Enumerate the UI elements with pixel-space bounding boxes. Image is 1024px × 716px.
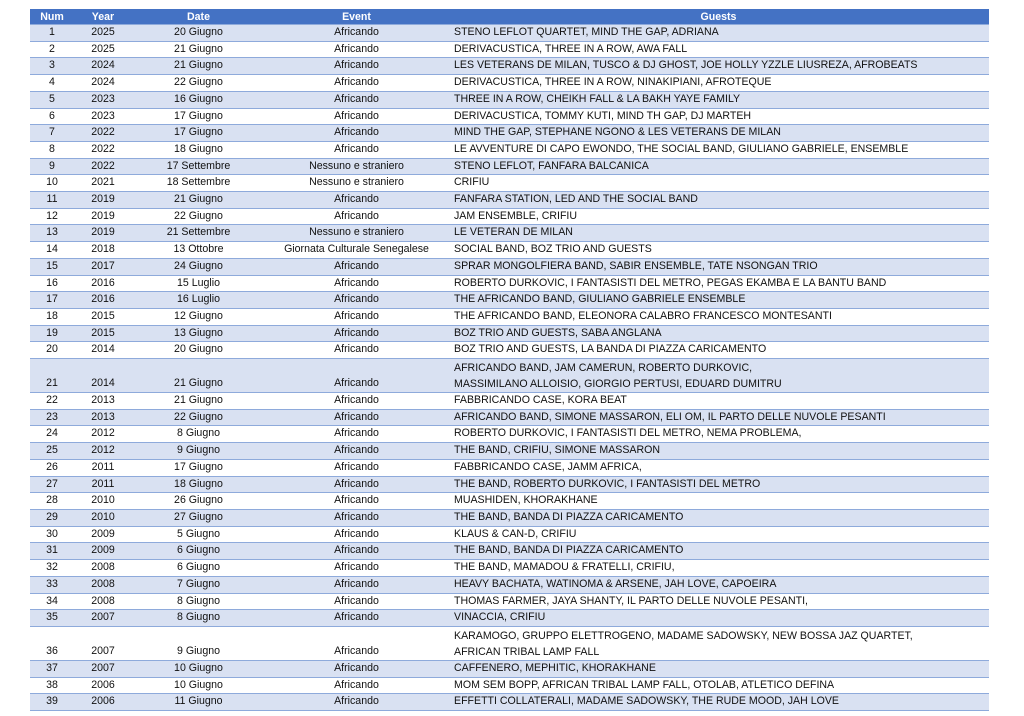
table-row (30, 610, 989, 627)
guests-line: DERIVACUSTICA, THREE IN A ROW, NINAKIPIANI, AFROTEQUE (454, 76, 772, 89)
cell-num: 37 (30, 660, 74, 677)
guests-line: KLAUS & CAN-D, CRIFIU (454, 527, 577, 540)
cell-num: 6 (30, 108, 74, 125)
cell-event: Africando (265, 308, 448, 325)
cell-guests (448, 626, 989, 660)
cell-date: 26 Giugno (132, 493, 265, 510)
cell-guests (448, 560, 989, 577)
cell-date: 8 Giugno (132, 593, 265, 610)
cell-date: 22 Giugno (132, 208, 265, 225)
cell-num: 3 (30, 58, 74, 75)
table-row (30, 443, 989, 460)
table-row (30, 192, 989, 209)
cell-event: Africando (265, 342, 448, 359)
cell-guests (448, 225, 989, 242)
guests-line: BOZ TRIO AND GUESTS, LA BANDA DI PIAZZA CARICAMENTO (454, 343, 767, 356)
cell-guests (448, 409, 989, 426)
guests-line: EFFETTI COLLATERALI, MADAME SADOWSKY, THE RUDE MOOD, JAH LOVE (454, 695, 839, 708)
cell-num: 28 (30, 493, 74, 510)
cell-date: 18 Giugno (132, 476, 265, 493)
table-row (30, 108, 989, 125)
cell-guests (448, 359, 989, 393)
cell-num: 7 (30, 125, 74, 142)
guests-line: DERIVACUSTICA, TOMMY KUTI, MIND TH GAP, DJ MARTEH (454, 109, 752, 122)
cell-date: 21 Giugno (132, 58, 265, 75)
cell-year: 2015 (74, 308, 132, 325)
cell-year: 2016 (74, 275, 132, 292)
cell-year: 2021 (74, 175, 132, 192)
cell-num: 21 (30, 359, 74, 393)
cell-guests (448, 476, 989, 493)
cell-event: Africando (265, 208, 448, 225)
guests-line: VINACCIA, CRIFIU (454, 611, 546, 624)
cell-guests (448, 41, 989, 58)
cell-guests (448, 91, 989, 108)
cell-date: 24 Giugno (132, 258, 265, 275)
cell-event: Africando (265, 593, 448, 610)
cell-guests (448, 677, 989, 694)
cell-event: Africando (265, 25, 448, 42)
cell-year: 2012 (74, 426, 132, 443)
guests-line: CAFFENERO, MEPHITIC, KHORAKHANE (454, 661, 656, 674)
cell-year: 2018 (74, 242, 132, 259)
table-row (30, 208, 989, 225)
table-row (30, 242, 989, 259)
guests-line: ROBERTO DURKOVIC, I FANTASISTI DEL METRO, PEGAS EKAMBA E LA BANTU BAND (454, 276, 887, 289)
cell-guests (448, 158, 989, 175)
cell-num: 26 (30, 459, 74, 476)
cell-guests (448, 292, 989, 309)
cell-year: 2014 (74, 359, 132, 393)
cell-year: 2025 (74, 41, 132, 58)
header-num: Num (30, 9, 74, 25)
guests-line: AFRICANDO BAND, JAM CAMERUN, ROBERTO DURKOVIC, (454, 362, 753, 375)
cell-year: 2009 (74, 543, 132, 560)
cell-guests (448, 426, 989, 443)
guests-line: MASSIMILANO ALLOISIO, GIORGIO PERTUSI, EDUARD DUMITRU (454, 378, 782, 391)
cell-num: 15 (30, 258, 74, 275)
cell-event: Africando (265, 476, 448, 493)
cell-event: Africando (265, 610, 448, 627)
guests-line: STENO LEFLOT QUARTET, MIND THE GAP, ADRIANA (454, 26, 719, 38)
cell-guests (448, 258, 989, 275)
cell-year: 2025 (74, 25, 132, 42)
table-row (30, 576, 989, 593)
guests-line: ROBERTO DURKOVIC, I FANTASISTI DEL METRO, NEMA PROBLEMA, (454, 427, 802, 440)
cell-num: 34 (30, 593, 74, 610)
cell-guests (448, 192, 989, 209)
guests-line: AFRICAN TRIBAL LAMP FALL (454, 645, 600, 658)
cell-event: Nessuno e straniero (265, 175, 448, 192)
cell-date: 8 Giugno (132, 610, 265, 627)
cell-year: 2017 (74, 258, 132, 275)
cell-guests (448, 576, 989, 593)
cell-guests (448, 660, 989, 677)
cell-year: 2023 (74, 91, 132, 108)
cell-date: 21 Settembre (132, 225, 265, 242)
cell-year: 2022 (74, 158, 132, 175)
cell-year: 2014 (74, 342, 132, 359)
cell-guests (448, 342, 989, 359)
cell-num: 31 (30, 543, 74, 560)
cell-date: 6 Giugno (132, 543, 265, 560)
cell-year: 2016 (74, 292, 132, 309)
cell-num: 12 (30, 208, 74, 225)
cell-date: 17 Settembre (132, 158, 265, 175)
cell-guests (448, 694, 989, 711)
header-year: Year (74, 9, 132, 25)
cell-event: Africando (265, 275, 448, 292)
cell-guests (448, 108, 989, 125)
cell-event: Africando (265, 292, 448, 309)
cell-year: 2009 (74, 526, 132, 543)
cell-num: 8 (30, 141, 74, 158)
cell-guests (448, 459, 989, 476)
cell-date: 21 Giugno (132, 41, 265, 58)
guests-line: THE BAND, CRIFIU, SIMONE MASSARON (454, 444, 661, 457)
cell-guests (448, 75, 989, 92)
cell-date: 9 Giugno (132, 626, 265, 660)
cell-event: Africando (265, 359, 448, 393)
cell-date: 13 Giugno (132, 325, 265, 342)
cell-guests (448, 125, 989, 142)
cell-event: Africando (265, 125, 448, 142)
cell-date: 21 Giugno (132, 359, 265, 393)
cell-event: Africando (265, 626, 448, 660)
table-row (30, 393, 989, 410)
cell-event: Nessuno e straniero (265, 225, 448, 242)
cell-year: 2006 (74, 694, 132, 711)
guests-line: HEAVY BACHATA, WATINOMA & ARSENE, JAH LOVE, CAPOEIRA (454, 577, 777, 590)
cell-event: Africando (265, 459, 448, 476)
cell-event: Africando (265, 443, 448, 460)
cell-guests (448, 25, 989, 42)
cell-event: Africando (265, 108, 448, 125)
cell-num: 38 (30, 677, 74, 694)
cell-year: 2019 (74, 192, 132, 209)
table-row (30, 175, 989, 192)
cell-year: 2010 (74, 509, 132, 526)
guests-line: BOZ TRIO AND GUESTS, SABA ANGLANA (454, 326, 662, 339)
cell-year: 2007 (74, 660, 132, 677)
table-row (30, 593, 989, 610)
cell-guests (448, 141, 989, 158)
cell-date: 13 Ottobre (132, 242, 265, 259)
table-row (30, 325, 989, 342)
cell-year: 2024 (74, 75, 132, 92)
cell-date: 17 Giugno (132, 459, 265, 476)
cell-num: 18 (30, 308, 74, 325)
cell-event: Africando (265, 509, 448, 526)
cell-num: 13 (30, 225, 74, 242)
table-row (30, 694, 989, 711)
cell-event: Africando (265, 141, 448, 158)
cell-year: 2008 (74, 576, 132, 593)
cell-num: 22 (30, 393, 74, 410)
table-row (30, 25, 989, 42)
guests-line: LE VETERAN DE MILAN (454, 226, 573, 239)
table-row (30, 626, 989, 660)
cell-year: 2008 (74, 593, 132, 610)
cell-date: 21 Giugno (132, 192, 265, 209)
cell-num: 33 (30, 576, 74, 593)
header-guests: Guests (448, 9, 989, 25)
cell-date: 11 Giugno (132, 694, 265, 711)
cell-guests (448, 493, 989, 510)
cell-num: 4 (30, 75, 74, 92)
cell-event: Africando (265, 426, 448, 443)
guests-line: STENO LEFLOT, FANFARA BALCANICA (454, 159, 649, 172)
table-row (30, 58, 989, 75)
guests-line: THE BAND, BANDA DI PIAZZA CARICAMENTO (454, 544, 684, 557)
guests-line: THE BAND, BANDA DI PIAZZA CARICAMENTO (454, 510, 684, 523)
cell-date: 12 Giugno (132, 308, 265, 325)
guests-line: THOMAS FARMER, JAYA SHANTY, IL PARTO DELLE NUVOLE PESANTI, (454, 594, 809, 607)
cell-event: Africando (265, 677, 448, 694)
cell-date: 20 Giugno (132, 25, 265, 42)
table-row (30, 125, 989, 142)
table-row (30, 225, 989, 242)
cell-date: 17 Giugno (132, 125, 265, 142)
cell-date: 16 Luglio (132, 292, 265, 309)
cell-num: 27 (30, 476, 74, 493)
guests-line: FABBRICANDO CASE, JAMM AFRICA, (454, 460, 642, 473)
cell-num: 32 (30, 560, 74, 577)
cell-num: 39 (30, 694, 74, 711)
table-row (30, 91, 989, 108)
table-row (30, 493, 989, 510)
guests-line: LES VETERANS DE MILAN, TUSCO & DJ GHOST, JOE HOLLY YZZLE LIUSREZA, AFROBEATS (454, 59, 918, 72)
cell-event: Africando (265, 660, 448, 677)
header-event: Event (265, 9, 448, 25)
cell-date: 18 Giugno (132, 141, 265, 158)
cell-date: 7 Giugno (132, 576, 265, 593)
cell-num: 5 (30, 91, 74, 108)
cell-date: 10 Giugno (132, 660, 265, 677)
cell-date: 22 Giugno (132, 75, 265, 92)
guests-line: FABBRICANDO CASE, KORA BEAT (454, 394, 627, 407)
cell-guests (448, 325, 989, 342)
guests-line: DERIVACUSTICA, THREE IN A ROW, AWA FALL (454, 42, 688, 55)
cell-guests (448, 275, 989, 292)
cell-event: Africando (265, 409, 448, 426)
guests-line: THE BAND, MAMADOU & FRATELLI, CRIFIU, (454, 561, 675, 574)
cell-year: 2006 (74, 677, 132, 694)
guests-line: JAM ENSEMBLE, CRIFIU (454, 209, 578, 222)
table-row (30, 677, 989, 694)
cell-num: 20 (30, 342, 74, 359)
cell-event: Africando (265, 41, 448, 58)
cell-guests (448, 509, 989, 526)
table-row (30, 359, 989, 393)
cell-guests (448, 208, 989, 225)
cell-num: 16 (30, 275, 74, 292)
cell-date: 9 Giugno (132, 443, 265, 460)
cell-event: Africando (265, 560, 448, 577)
cell-date: 21 Giugno (132, 393, 265, 410)
cell-num: 24 (30, 426, 74, 443)
cell-guests (448, 443, 989, 460)
guests-line: MUASHIDEN, KHORAKHANE (454, 494, 598, 507)
cell-event: Africando (265, 526, 448, 543)
cell-num: 17 (30, 292, 74, 309)
cell-date: 10 Giugno (132, 677, 265, 694)
cell-year: 2015 (74, 325, 132, 342)
cell-guests (448, 308, 989, 325)
cell-date: 6 Giugno (132, 560, 265, 577)
cell-date: 16 Giugno (132, 91, 265, 108)
table-row (30, 292, 989, 309)
guests-line: FANFARA STATION, LED AND THE SOCIAL BAND (454, 193, 698, 206)
cell-event: Africando (265, 91, 448, 108)
header-date: Date (132, 9, 265, 25)
cell-num: 11 (30, 192, 74, 209)
cell-guests (448, 593, 989, 610)
guests-line: AFRICANDO BAND, SIMONE MASSARON, ELI OM, IL PARTO DELLE NUVOLE PESANTI (454, 410, 886, 423)
cell-event: Africando (265, 58, 448, 75)
cell-num: 2 (30, 41, 74, 58)
cell-guests (448, 242, 989, 259)
cell-year: 2012 (74, 443, 132, 460)
cell-date: 17 Giugno (132, 108, 265, 125)
guests-line: THE AFRICANDO BAND, GIULIANO GABRIELE ENSEMBLE (454, 293, 746, 306)
cell-num: 9 (30, 158, 74, 175)
cell-year: 2013 (74, 409, 132, 426)
cell-event: Africando (265, 192, 448, 209)
cell-guests (448, 393, 989, 410)
table-row (30, 141, 989, 158)
cell-year: 2022 (74, 125, 132, 142)
cell-year: 2007 (74, 610, 132, 627)
table-row (30, 660, 989, 677)
events-table (30, 9, 989, 711)
guests-line: CRIFIU (454, 176, 490, 189)
guests-line: SPRAR MONGOLFIERA BAND, SABIR ENSEMBLE, TATE NSONGAN TRIO (454, 259, 818, 272)
cell-event: Africando (265, 576, 448, 593)
table-row (30, 543, 989, 560)
cell-year: 2019 (74, 225, 132, 242)
guests-line: THE BAND, ROBERTO DURKOVIC, I FANTASISTI DEL METRO (454, 477, 761, 490)
cell-num: 36 (30, 626, 74, 660)
table-row (30, 308, 989, 325)
table-row (30, 509, 989, 526)
guests-line: KARAMOGO, GRUPPO ELETTROGENO, MADAME SADOWSKY, NEW BOSSA JAZ QUARTET, (454, 629, 913, 642)
cell-num: 29 (30, 509, 74, 526)
cell-date: 27 Giugno (132, 509, 265, 526)
cell-year: 2013 (74, 393, 132, 410)
cell-year: 2023 (74, 108, 132, 125)
cell-date: 18 Settembre (132, 175, 265, 192)
table-row (30, 476, 989, 493)
cell-event: Giornata Culturale Senegalese (265, 242, 448, 259)
cell-event: Africando (265, 694, 448, 711)
cell-guests (448, 610, 989, 627)
guests-line: THREE IN A ROW, CHEIKH FALL & LA BAKH YAYE FAMILY (454, 92, 741, 105)
cell-guests (448, 526, 989, 543)
header-row (30, 9, 989, 25)
table-row (30, 258, 989, 275)
cell-year: 2011 (74, 459, 132, 476)
table-row (30, 41, 989, 58)
cell-num: 10 (30, 175, 74, 192)
cell-num: 19 (30, 325, 74, 342)
guests-line: MIND THE GAP, STEPHANE NGONO & LES VETERANS DE MILAN (454, 126, 781, 139)
table-body (30, 25, 989, 711)
cell-date: 5 Giugno (132, 526, 265, 543)
table-row (30, 560, 989, 577)
guests-line: THE AFRICANDO BAND, ELEONORA CALABRO FRANCESCO MONTESANTI (454, 309, 832, 322)
cell-event: Africando (265, 75, 448, 92)
cell-event: Africando (265, 493, 448, 510)
cell-date: 15 Luglio (132, 275, 265, 292)
table-row (30, 275, 989, 292)
table-row (30, 158, 989, 175)
cell-year: 2022 (74, 141, 132, 158)
table-row (30, 342, 989, 359)
cell-event: Africando (265, 393, 448, 410)
table-row (30, 426, 989, 443)
table-row (30, 75, 989, 92)
cell-num: 1 (30, 25, 74, 42)
cell-date: 20 Giugno (132, 342, 265, 359)
cell-num: 14 (30, 242, 74, 259)
cell-date: 8 Giugno (132, 426, 265, 443)
guests-line: LE AVVENTURE DI CAPO EWONDO, THE SOCIAL BAND, GIULIANO GABRIELE, ENSEMBLE (454, 142, 909, 155)
cell-event: Nessuno e straniero (265, 158, 448, 175)
cell-year: 2008 (74, 560, 132, 577)
table-row (30, 409, 989, 426)
cell-num: 23 (30, 409, 74, 426)
guests-line: MOM SEM BOPP, AFRICAN TRIBAL LAMP FALL, OTOLAB, ATLETICO DEFINA (454, 678, 835, 691)
cell-event: Africando (265, 258, 448, 275)
cell-num: 25 (30, 443, 74, 460)
cell-year: 2010 (74, 493, 132, 510)
cell-year: 2007 (74, 626, 132, 660)
table-row (30, 459, 989, 476)
cell-guests (448, 543, 989, 560)
cell-year: 2011 (74, 476, 132, 493)
guests-line: SOCIAL BAND, BOZ TRIO AND GUESTS (454, 243, 652, 256)
table-row (30, 526, 989, 543)
cell-num: 30 (30, 526, 74, 543)
cell-event: Africando (265, 543, 448, 560)
cell-date: 22 Giugno (132, 409, 265, 426)
cell-year: 2019 (74, 208, 132, 225)
cell-guests (448, 175, 989, 192)
cell-year: 2024 (74, 58, 132, 75)
cell-event: Africando (265, 325, 448, 342)
cell-guests (448, 58, 989, 75)
cell-num: 35 (30, 610, 74, 627)
